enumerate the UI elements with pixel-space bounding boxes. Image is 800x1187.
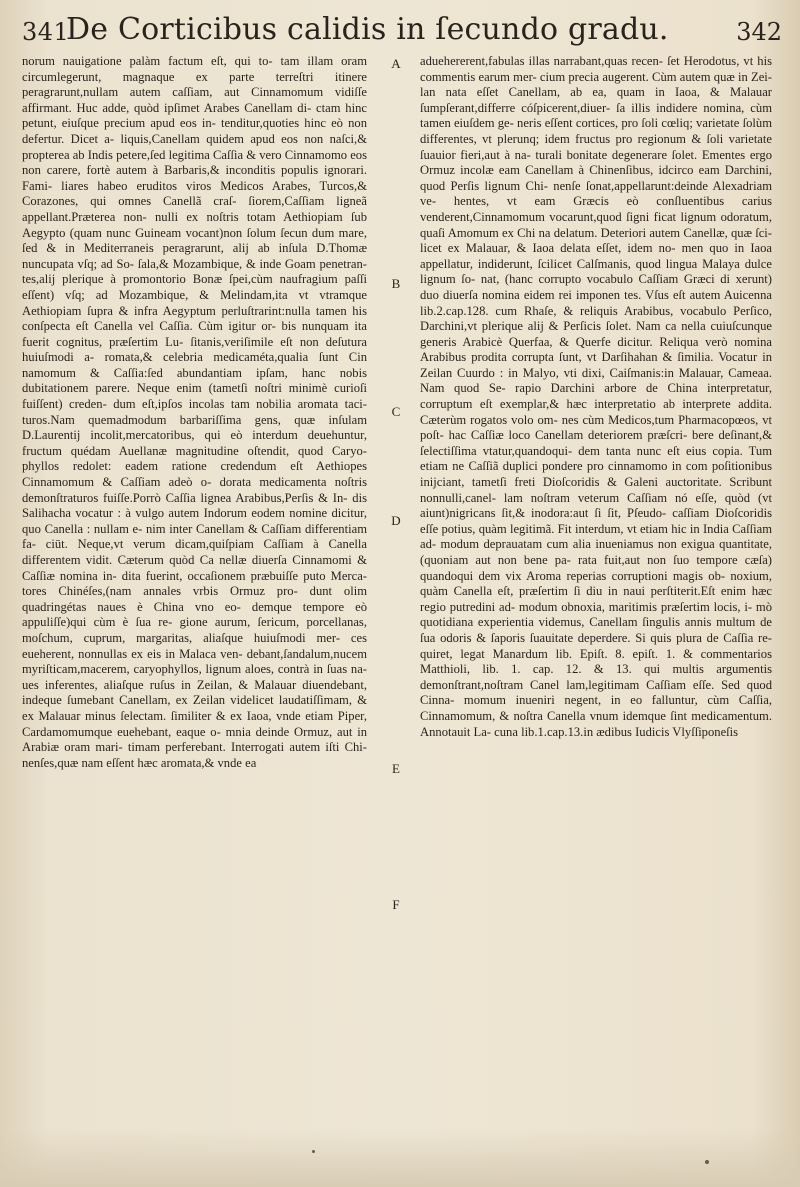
page-header	[22, 12, 782, 52]
margin-marker-f: F	[392, 897, 400, 912]
ink-speck	[312, 1150, 315, 1153]
margin-marker-b: B	[391, 276, 401, 291]
margin-marker-d: D	[391, 513, 401, 528]
running-title: De Corticibus calidis in ſecundo gradu.	[66, 12, 669, 47]
right-text-column	[420, 54, 772, 1124]
page-bottom-shading	[0, 1128, 800, 1187]
left-column-text: norum nauigatione palàm factum eſt, qui to- tam illam oram circumlegerunt, magnaque ex parte terreſtri itinere peragrarunt,nullam autem caſſiam, aut Cinnamomum vidiſſe affirmant. Huc adde, quòd ipſimet Arabes Canellam di- ctam hinc petunt, eiuſque precium apud eos in- tenditur,quoties hinc eò non defertur. Dicet a- liquis,Canellam quidem apud eos non naſci,& propterea ab Indis petere,ſed legitima Caſſia & vero Cinnamomo eos non carere, fortè autem à Barbaris,& inconditis populis ignorari. Fami- liares habeo eruditos viros Medicos Arabes, Turcos,& Corazones, qui omnes Canellã craſ- ſiorem,Caſſiam ligneã appellant.Præterea non- nulli ex noſtris totam Aethiopiam ſub Aegypto (quam nunc Guineam vocant)non ſolum ſecun dum mare, ſed & in Mediterraneis peragrarunt, alij ab inſula D.Thomæ nuncupata vſq; ad So- ſala,& Mozambique, & inde Goam penetran- tes,alij plerique à promontorio Bonæ ſpei,cùm naufragium paſſi eſſent) vſq; ad Mozambique, & Melindam,ita vt vtramque Aethiopiam ſupra & infra Aegyptum perluſtrarint:nulla tamen his conſpecta eſt Canella vel Caſſia. Cùm igitur or- bis nunquam ita fuerit cognitus, præſertim Lu- ſitanis,veriſimile eſt non deſutura huiuſmodi a- romata,& celebria medicaméta,qualia ſunt Cin namomum & Caſſia:ſed abundantiam ipſam, hanc nobis dubitationem parere. Neque enim (tametſi noſtri minimè curioſi fuiſſent) creden- dum eſt,ipſos incolas tam nobilia aromata taci- turos.Nam quemadmodum barbariſſima gens, quæ inſulam D.Laurentij incolit,mercatoribus, qui eò interdum deuehuntur, fructum quédam Auellanæ magnitudine oſtendit, quod Caryo- phyllos redolet: eadem ratione credendum eſt Aethiopes Cinnamomum & Caſſiam adeò o- dorata medicamenta noſtris demonſtraturos fuiſſe.Porrò Caſſia lignea Arabibus,Perſis & In- dis Salihacha vocatur : à vulgo autem Indorum eodem nomine dicitur, quo Canella : nullam e- nim inter Canellam & Caſſiam differentiam fa- ciūt. Neque,vt verum dicam,quiſpiam Caſſiam à Canella differentem vidit. Cæterum quòd Ca nellæ diuerſa Cinnamomi & Caſſiæ nomina in- dita fuerint, occaſionem præbuiſſe puto Merca- tores Chinéſes,(nam annales vrbis Ormuz pro- dunt olim quadringétas naues è China vno eo- demque tempore eò appuliſſe)qui cùm è ſua re- gione aurum, ſericum, porcellanas, moſchum, cuprum, margaritas, aliaſque huiuſmodi mer- ces eueherent, nonnullas ex eis in Malaca ven- debant,ſandalum,nucem myriſticam,macerem, caryophyllos, lignum aloes, contrà in ſuas na- ues inferentes, aliaſque ruſus in Zeilan, & Malauar diuendebant, indeque ſumebant Canellam, ex Zeilan videlicet laudatiſſimam, & ex Malauar minus ſelectam. ſimiliter & ex Iaoa, vnde etiam Piper, Cardamomumque euehebant, eaque o- mnia deinde Ormuz, aut in Arabiæ oram mari- timam perferebant. Interrogati autem iſti Chi- nenſes,quæ nam eſſent hæc aromata,& vnde ea	[22, 54, 367, 770]
margin-marker-c: C	[391, 404, 401, 419]
page-number-right: 342	[736, 18, 782, 46]
ink-speck	[705, 1160, 709, 1164]
margin-marker-e: E	[392, 761, 400, 776]
margin-marker-a: A	[391, 56, 401, 71]
right-column-text: aduehererent,fabulas illas narrabant,quas recen- ſet Herodotus, vt his commentis earum mer- cium precia augerent. Cùm autem quæ in Zei- lan nata eſſet Canellam, ab ea, quam in Iaoa, & Malauar ſumpſerant,differre cóſpicerent,diuer- ſa illis indidere nomina, cùm tamen eiuſdem ge- neris eſſent cortices, pro ſoli cœliq; varietate ſolùm differentes, vt plerunq; idem fructus pro regionum & ſoli varietate ſuauior fieri,aut à na- turali bonitate degenerare ſolet. Ementes ergo Ormuz incolæ eam Canellam à Chinenſibus, idcirco eam Darchini, quod Perſis lignum Chi- nenſe ſonat,appellarunt:deinde Alexadriam ve- hentes, vt eam Græcis eò conſluentibus carius venderent,Cinnamomum vocarunt,quod ſigni ficat lignum odoratum, quaſi Amomum ex Chi na delatum. Deteriori autem Canellæ, quæ ſci- licet ex Malauar, & Iaoa delata eſſet, idem no- men quo in Iaoa appellatur, indiderunt, ſcilicet Calſmanis, quod lingua Malaya dulce lignum ſo- nat, (hanc corrupto vocabulo Caſſiam Græci di xerunt) duo diuerſa nomina eidem rei imponen tes. Vſus eſt autem Auicenna lib.2.cap.128. cum Rhaſe, & reliquis Arabibus, vocabulo Perſico, Darchini,vt plerique alij & Perſicis ſolet. Nam ca nella cuiuſcunque generis Arabicè Querfaa, & Querfe dicitur. Reliqua verò nomina Arabibus prodita corrupta ſunt, vt Darſihahan & ſimilia. Vocatur in Zeilan Cuurdo : in Malyo, vti dixi, Caiſmanis:in Malauar, Cameaa. Nam quod Se- rapio Darchini arbore de China interpretatur, corruptum eſt exemplar,& hæc interpretatio ab interprete addita. Cæterùm rogatos volo om- nes cùm Medicos,tum Pharmacopœos, vt poſt- hac Caſſiæ loco Canellam deteriorem præſcri- bere deſinant,& ſelectiſſima vtatur,quandoqui- dem tanta nunc eſt eius copia. Tum etiam ne Caſſiã duplici pondere pro cinnamomo in com poſitionibus inijciant, tametſi freti Dioſcoridis & Galeni auctoritate. Scribunt nonnulli,canel- lam noſtram veterum Caſſiam nó eſſe, quòd (vt aiunt)nigricans ſit,& inodora:aut ſi ſit, Pſeudo- caſſiam Dioſcoridis eſſe potius, quàm legitimã. Fit interdum, vt etiam hic in India Caſſiam ad- modum deprauatam cum alia inueniamus non exigua quantitate, (quoniam aut non bene pa- rata fuit,aut non ſuo tempore cæſa) quandoqui dem vix Aroma reperias corruptioni magis ob- noxium, quàm Canella eſt, præſertim ſi diu in naui perſtiterit.Eſt enim hæc regio putredini ad- modum obnoxia, maritimis præſertim locis, i- mò quotidiana experientia videmus, Canellam ſingulis annis multum de ſua odoris & ſaporis ſuauitate deperdere. Si quis plura de Caſſia re- quiret, legat Manardum lib. Epiſt. 8. epiſt. 1. & commentarios Matthioli, lib. 1. cap. 12. & 13. qui multis argumentis demonſtrant,noſtram Canel lam,legitimam Caſſiam eſſe. Sed quod Cinna- momum inueniri negent, in eo falluntur, cùm Caſſia, Cinnamomum, & noſtra Canella vnum idemque ſint medicamentum. Annotauit La- cuna lib.1.cap.13.in ædibus Iudicis Vlyſſiponeſis	[420, 54, 772, 739]
page-number-left: 341	[22, 18, 70, 46]
left-text-column	[22, 54, 367, 1124]
